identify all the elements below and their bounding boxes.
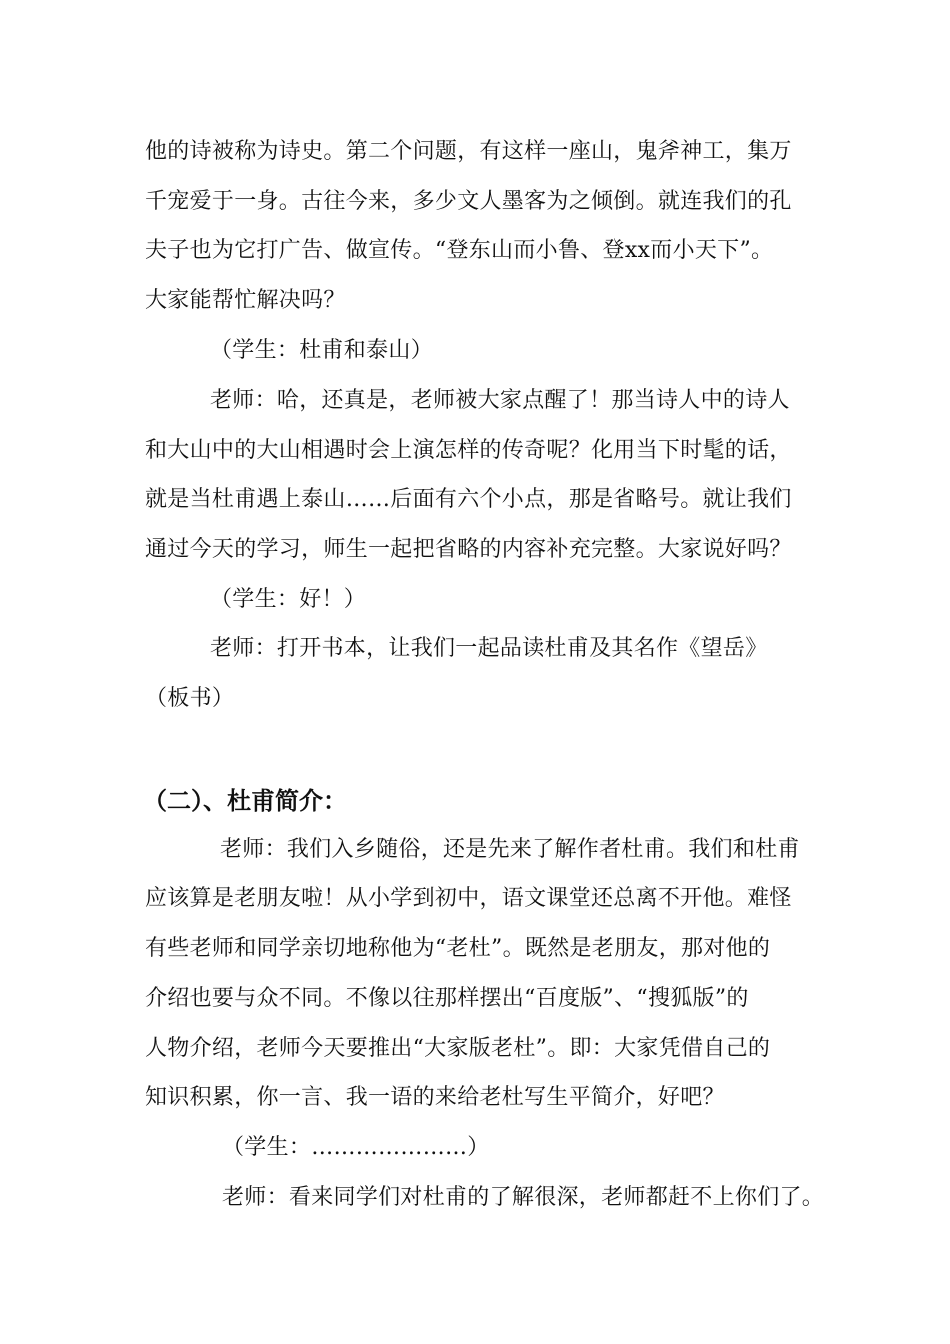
paragraph-line: 介绍也要与众不同。不像以往那样摆出“百度版”、“搜狐版”的 [145, 986, 749, 1011]
paragraph-line: （板书） [145, 686, 235, 711]
paragraph-line: 大家能帮忙解决吗？ [145, 288, 346, 313]
student-response: （学生：…………………） [222, 1135, 490, 1160]
paragraph-line: 老师：我们入乡随俗，还是先来了解作者杜甫。我们和杜甫 [220, 837, 800, 862]
paragraph-line: 人物介绍，老师今天要推出“大家版老杜”。即：大家凭借自己的 [145, 1036, 771, 1061]
paragraph-line: 千宠爱于一身。古往今来，多少文人墨客为之倾倒。就连我们的孔 [145, 189, 792, 214]
paragraph-line: 通过今天的学习，师生一起把省略的内容补充完整。大家说好吗？ [145, 537, 792, 562]
paragraph-line: 知识积累，你一言、我一语的来给老杜写生平简介，好吧？ [145, 1085, 725, 1110]
paragraph-line: 老师：打开书本，让我们一起品读杜甫及其名作《望岳》 [210, 636, 768, 661]
paragraph-line: 老师：看来同学们对杜甫的了解很深，老师都赶不上你们了。 [222, 1185, 825, 1210]
paragraph-line: 老师：哈，还真是，老师被大家点醒了！那当诗人中的诗人 [210, 388, 790, 413]
paragraph-line: 他的诗被称为诗史。第二个问题，有这样一座山，鬼斧神工，集万 [145, 139, 792, 164]
student-response: （学生：好！） [210, 587, 367, 612]
paragraph-line: 就是当杜甫遇上泰山……后面有六个小点，那是省略号。就让我们 [145, 487, 792, 512]
paragraph-line: 夫子也为它打广告、做宣传。“登东山而小鲁、登xx而小天下”。 [145, 238, 774, 263]
paragraph-line: 和大山中的大山相遇时会上演怎样的传奇呢？化用当下时髦的话， [145, 438, 792, 463]
paragraph-line: 应该算是老朋友啦！从小学到初中，语文课堂还总离不开他。难怪 [145, 886, 792, 911]
paragraph-line: 有些老师和同学亲切地称他为“老杜”。既然是老朋友，那对他的 [145, 936, 771, 961]
student-response: （学生：杜甫和泰山） [210, 338, 434, 363]
section-heading: （二）、杜甫简介： [143, 787, 347, 815]
